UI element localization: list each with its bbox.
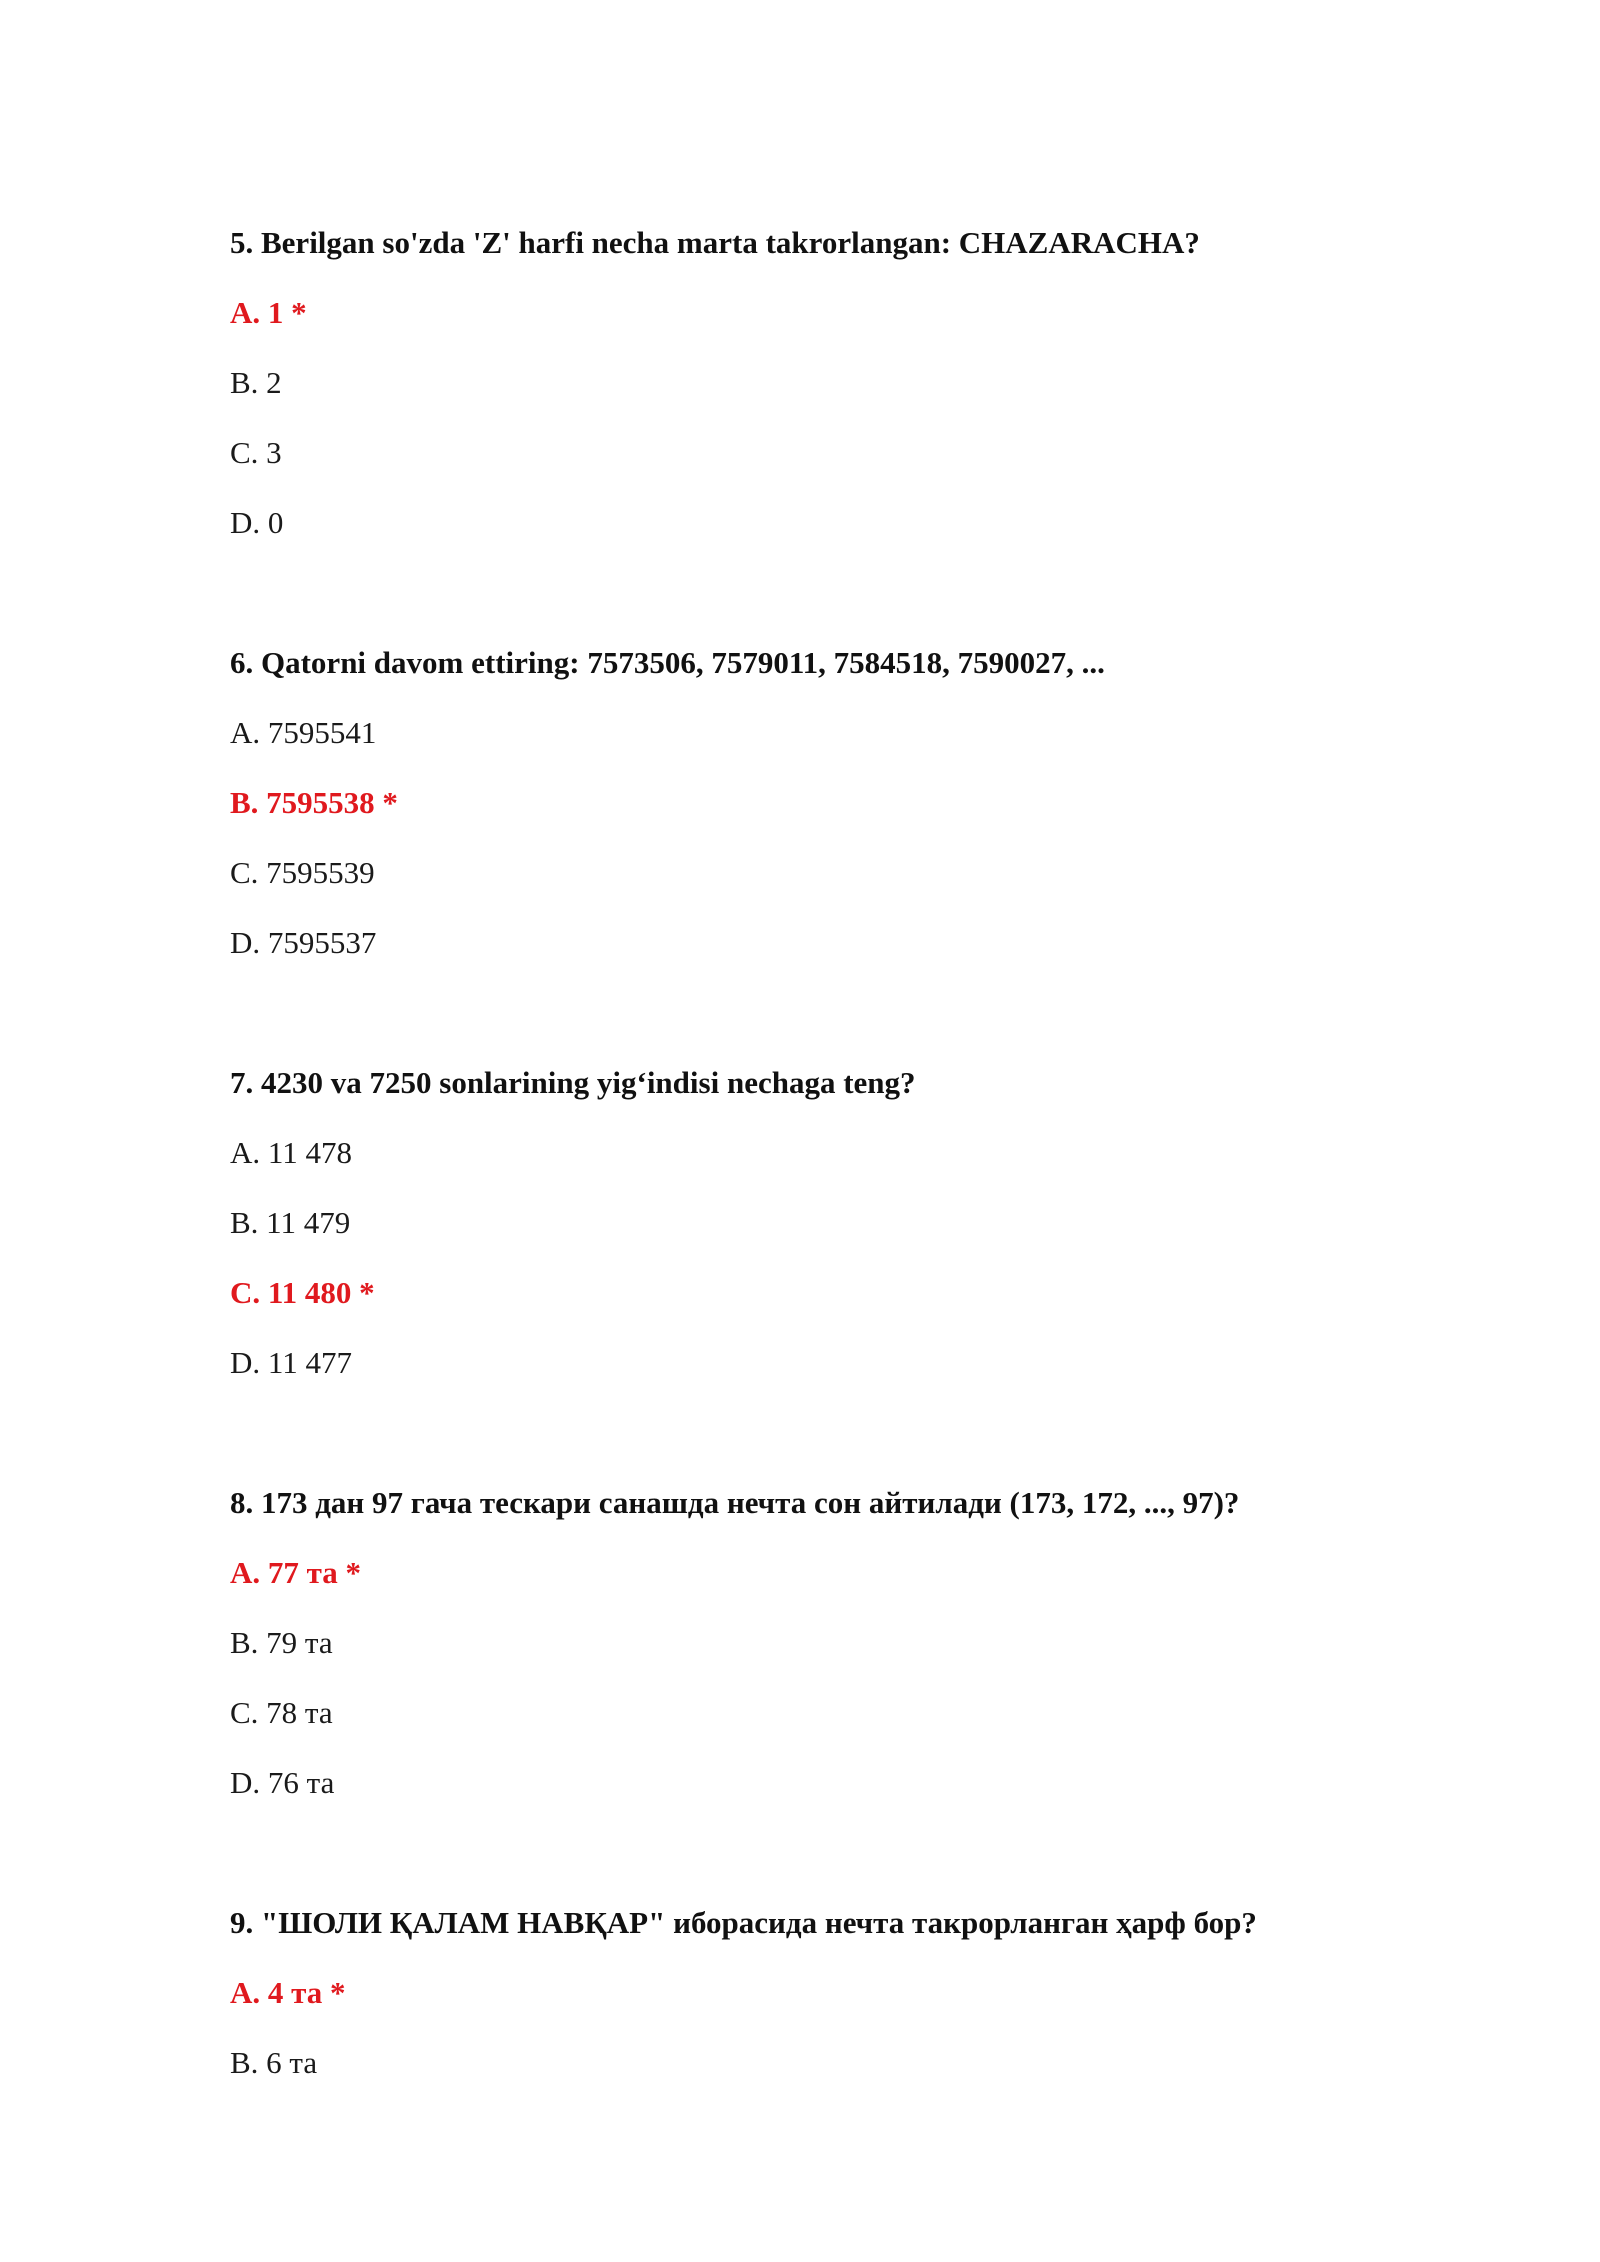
question-text: 5. Berilgan so'zda 'Z' harfi necha marta takrorlangan: CHAZARACHA? <box>230 225 1200 260</box>
answer-option-b: B. 7595538 * <box>230 785 398 820</box>
answer-option-b: B. 79 та <box>230 1625 333 1660</box>
answer-option-a: A. 77 та * <box>230 1555 361 1590</box>
answer-option-b: B. 2 <box>230 365 282 400</box>
answer-option-b: B. 6 та <box>230 2045 318 2080</box>
question-text: 7. 4230 va 7250 sonlarining yig‘indisi nechaga teng? <box>230 1065 916 1100</box>
question-text: 8. 173 дан 97 гача тескари санашда нечта сон айтилади (173, 172, ..., 97)? <box>230 1485 1240 1520</box>
answer-option-a: A. 11 478 <box>230 1135 352 1170</box>
answer-option-d: D. 11 477 <box>230 1345 352 1380</box>
answer-option-c: C. 78 та <box>230 1695 333 1730</box>
question-text: 9. "ШОЛИ ҚАЛАМ НАВҚАР" иборасида нечта такрорланган ҳарф бор? <box>230 1905 1257 1940</box>
question-text: 6. Qatorni davom ettiring: 7573506, 7579011, 7584518, 7590027, ... <box>230 645 1105 680</box>
answer-option-d: D. 7595537 <box>230 925 377 960</box>
answer-option-c: C. 11 480 * <box>230 1275 375 1310</box>
answer-option-d: D. 76 та <box>230 1765 335 1800</box>
answer-option-c: C. 7595539 <box>230 855 375 890</box>
answer-option-d: D. 0 <box>230 505 284 540</box>
answer-option-a: A. 4 та * <box>230 1975 346 2010</box>
answer-option-a: A. 1 * <box>230 295 307 330</box>
answer-option-b: B. 11 479 <box>230 1205 351 1240</box>
answer-option-c: C. 3 <box>230 435 282 470</box>
answer-option-a: A. 7595541 <box>230 715 377 750</box>
